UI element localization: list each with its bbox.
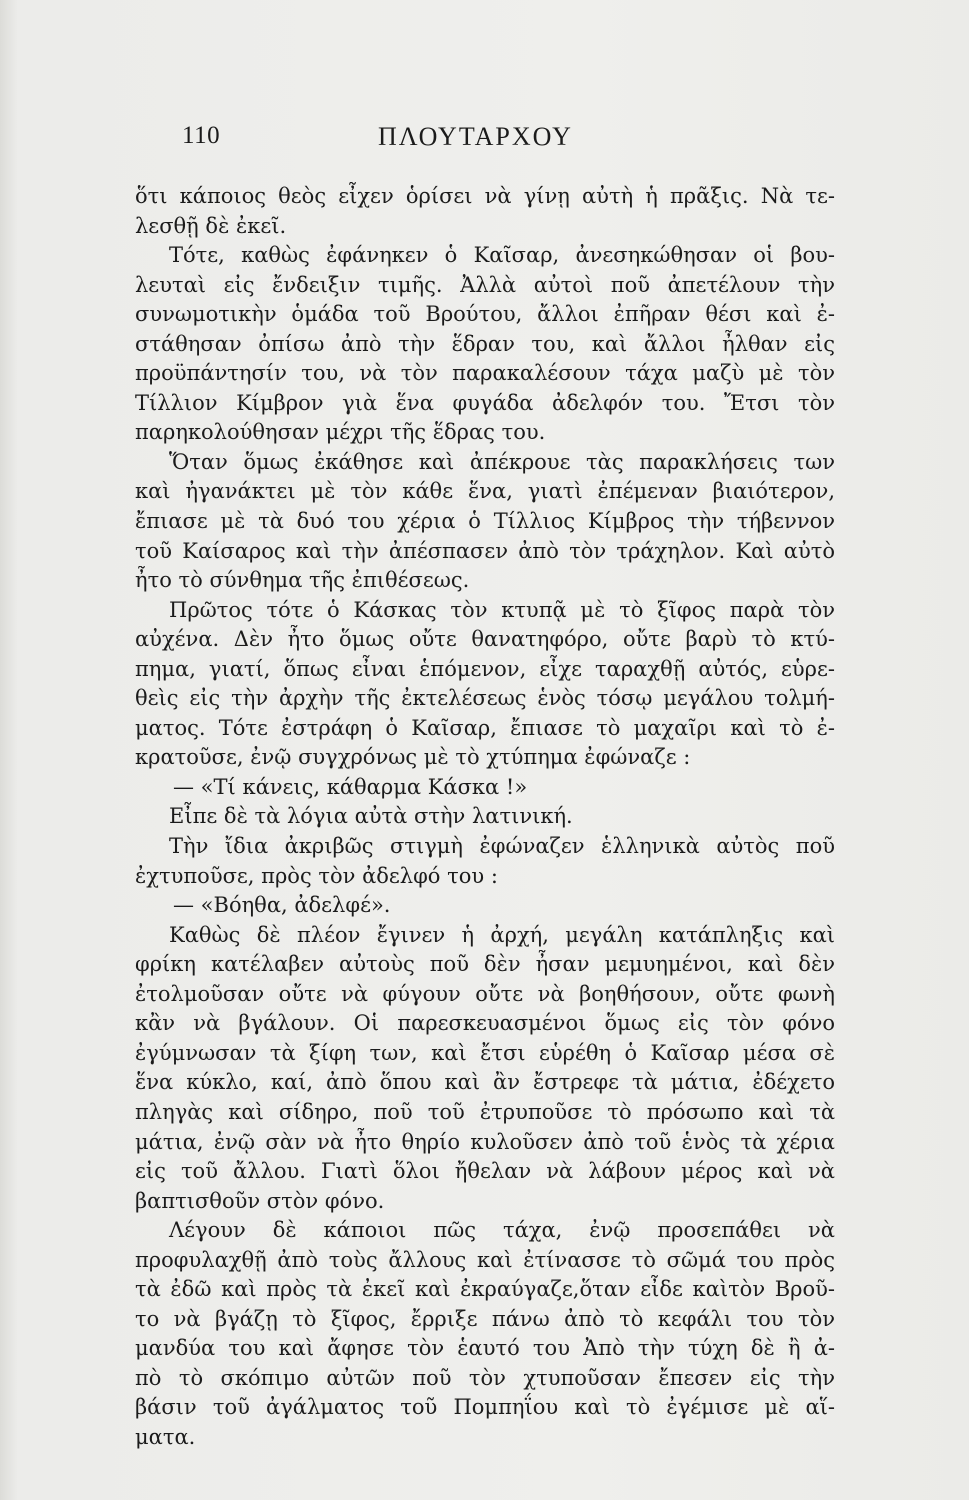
text-line: ἐτολμοῦσαν οὔτε νὰ φύγουν οὔτε νὰ βοηθήσουν, οὔτε φωνὴ — [135, 981, 835, 1006]
text-line: πληγὰς καὶ σίδηρο, ποῦ τοῦ ἐτρυποῦσε τὸ πρόσωπο καὶ τὰ — [135, 1099, 835, 1124]
text-line: καὶ ἠγανάκτει μὲ τὸν κάθε ἕνα, γιατὶ ἐπέμεναν βιαιότερον, — [135, 479, 835, 504]
text-line: ματος. Τότε ἐστράφη ὁ Καῖσαρ, ἔπιασε τὸ μαχαῖρι καὶ τὸ ἐ- — [135, 715, 835, 740]
page-header — [182, 122, 822, 162]
text-line: φρίκη κατέλαβεν αὐτοὺς ποῦ δὲν ἦσαν μεμυημένοι, καὶ δὲν — [135, 952, 835, 977]
text-line: πὸ τὸ σκόπιμο αὐτῶν ποῦ τὸν χτυποῦσαν ἔπεσεν εἰς τὴν — [135, 1365, 835, 1390]
text-line: Εἶπε δὲ τὰ λόγια αὐτὰ στὴν λατινική. — [169, 804, 573, 829]
text-line: ἐγύμνωσαν τὰ ξίφη των, καὶ ἔτσι εὑρέθη ὁ Καῖσαρ μέσα σὲ — [135, 1040, 835, 1065]
text-line: θεὶς εἰς τὴν ἀρχὴν τῆς ἐκτελέσεως ἑνὸς τόσῳ μεγάλου τολμή- — [135, 686, 835, 711]
text-line: Ὅταν ὅμως ἐκάθησε καὶ ἀπέκρουε τὰς παρακλήσεις των — [169, 449, 835, 474]
text-line: κἂν νὰ βγάλουν. Οἱ παρεσκευασμένοι ὅμως εἰς τὸν φόνο — [135, 1011, 835, 1036]
text-line: αὐχένα. Δὲν ἦτο ὅμως οὔτε θανατηφόρο, οὔτε βαρὺ τὸ κτύ- — [135, 627, 835, 652]
text-line: ἔπιασε μὲ τὰ δυό του χέρια ὁ Τίλλιος Κίμβρος τὴν τήβεννον — [135, 509, 835, 534]
text-line: βαπτισθοῦν στὸν φόνο. — [135, 1188, 385, 1213]
text-line: Τὴν ἴδια ἀκριβῶς στιγμὴ ἐφώναζεν ἑλληνικὰ αὐτὸς ποῦ — [169, 834, 835, 859]
page-number: 110 — [182, 122, 221, 149]
text-line: προφυλαχθῇ ἀπὸ τοὺς ἄλλους καὶ ἐτίνασσε τὸ σῶμά του πρὸς — [135, 1247, 835, 1272]
text-line: βάσιν τοῦ ἀγάλματος τοῦ Πομπηΐου καὶ τὸ ἐγέμισε μὲ αἵ- — [135, 1395, 835, 1420]
text-line: πημα, γιατί, ὅπως εἶναι ἑπόμενον, εἶχε ταραχθῇ αὐτός, εὑρε- — [135, 656, 835, 681]
text-line: τοῦ Καίσαρος καὶ τὴν ἀπέσπασεν ἀπὸ τὸν τράχηλον. Καὶ αὐτὸ — [135, 538, 835, 563]
text-line: ματα. — [135, 1424, 196, 1449]
body-text — [135, 182, 835, 1453]
running-title: ΠΛΟΥΤΑΡΧΟΥ — [378, 122, 573, 151]
text-line: εἰς τοῦ ἄλλου. Γιατὶ ὅλοι ἤθελαν νὰ λάβουν μέρος καὶ νὰ — [135, 1159, 835, 1184]
text-line: ἐχτυποῦσε, πρὸς τὸν ἀδελφό του : — [135, 863, 498, 888]
text-line: ἦτο τὸ σύνθημα τῆς ἐπιθέσεως. — [135, 568, 470, 593]
text-line: ὅτι κάποιος θεὸς εἶχεν ὁρίσει νὰ γίνῃ αὐτὴ ἡ πρᾶξις. Νὰ τε- — [135, 184, 835, 208]
text-line: — «Τί κάνεις, κάθαρμα Κάσκα !» — [173, 774, 528, 799]
text-line: στάθησαν ὀπίσω ἀπὸ τὴν ἕδραν του, καὶ ἄλλοι ἦλθαν εἰς — [135, 331, 835, 356]
text-line: προϋπάντησίν του, νὰ τὸν παρακαλέσουν τάχα μαζὺ μὲ τὸν — [135, 361, 835, 386]
text-line: παρηκολούθησαν μέχρι τῆς ἕδρας του. — [135, 420, 546, 445]
text-line: μανδύα του καὶ ἄφησε τὸν ἑαυτό του Ἀπὸ τὴν τύχη δὲ ἢ ἀ- — [135, 1336, 835, 1361]
text-line: ἕνα κύκλο, καί, ἀπὸ ὅπου καὶ ἂν ἔστρεφε τὰ μάτια, ἐδέχετο — [135, 1070, 835, 1095]
text-line: — «Βόηθα, ἀδελφέ». — [173, 893, 391, 918]
text-line: κρατοῦσε, ἐνῷ συγχρόνως μὲ τὸ χτύπημα ἐφώναζε : — [135, 745, 691, 770]
text-line: λεσθῇ δὲ ἐκεῖ. — [135, 213, 287, 238]
text-line: Καθὼς δὲ πλέον ἔγινεν ἡ ἀρχή, μεγάλη κατάπληξις καὶ — [169, 922, 835, 947]
text-line: Τίλλιον Κίμβρον γιὰ ἕνα φυγάδα ἀδελφόν του. Ἔτσι τὸν — [135, 390, 835, 415]
text-line: Πρῶτος τότε ὁ Κάσκας τὸν κτυπᾷ μὲ τὸ ξῖφος παρὰ τὸν — [169, 597, 835, 622]
text-line: το νὰ βγάζῃ τὸ ξῖφος, ἔρριξε πάνω ἀπὸ τὸ κεφάλι του τὸν — [135, 1306, 835, 1331]
text-line: Τότε, καθὼς ἐφάνηκεν ὁ Καῖσαρ, ἀνεσηκώθησαν οἱ βου- — [169, 243, 835, 268]
text-line: τὰ ἐδῶ καὶ πρὸς τὰ ἐκεῖ καὶ ἐκραύγαζε,ὅταν εἶδε καὶτὸν Βροῦ- — [135, 1277, 835, 1302]
text-line: συνωμοτικὴν ὁμάδα τοῦ Βρούτου, ἄλλοι ἐπῆραν θέσι καὶ ἐ- — [135, 302, 835, 327]
text-line: μάτια, ἐνῷ σὰν νὰ ἦτο θηρίο κυλοῦσεν ἀπὸ τοῦ ἑνὸς τὰ χέρια — [135, 1129, 835, 1154]
text-line: λευταὶ εἰς ἔνδειξιν τιμῆς. Ἀλλὰ αὐτοὶ ποῦ ἀπετέλουν τὴν — [135, 272, 835, 297]
text-line: Λέγουν δὲ κάποιοι πῶς τάχα, ἐνῷ προσεπάθει νὰ — [169, 1218, 835, 1243]
